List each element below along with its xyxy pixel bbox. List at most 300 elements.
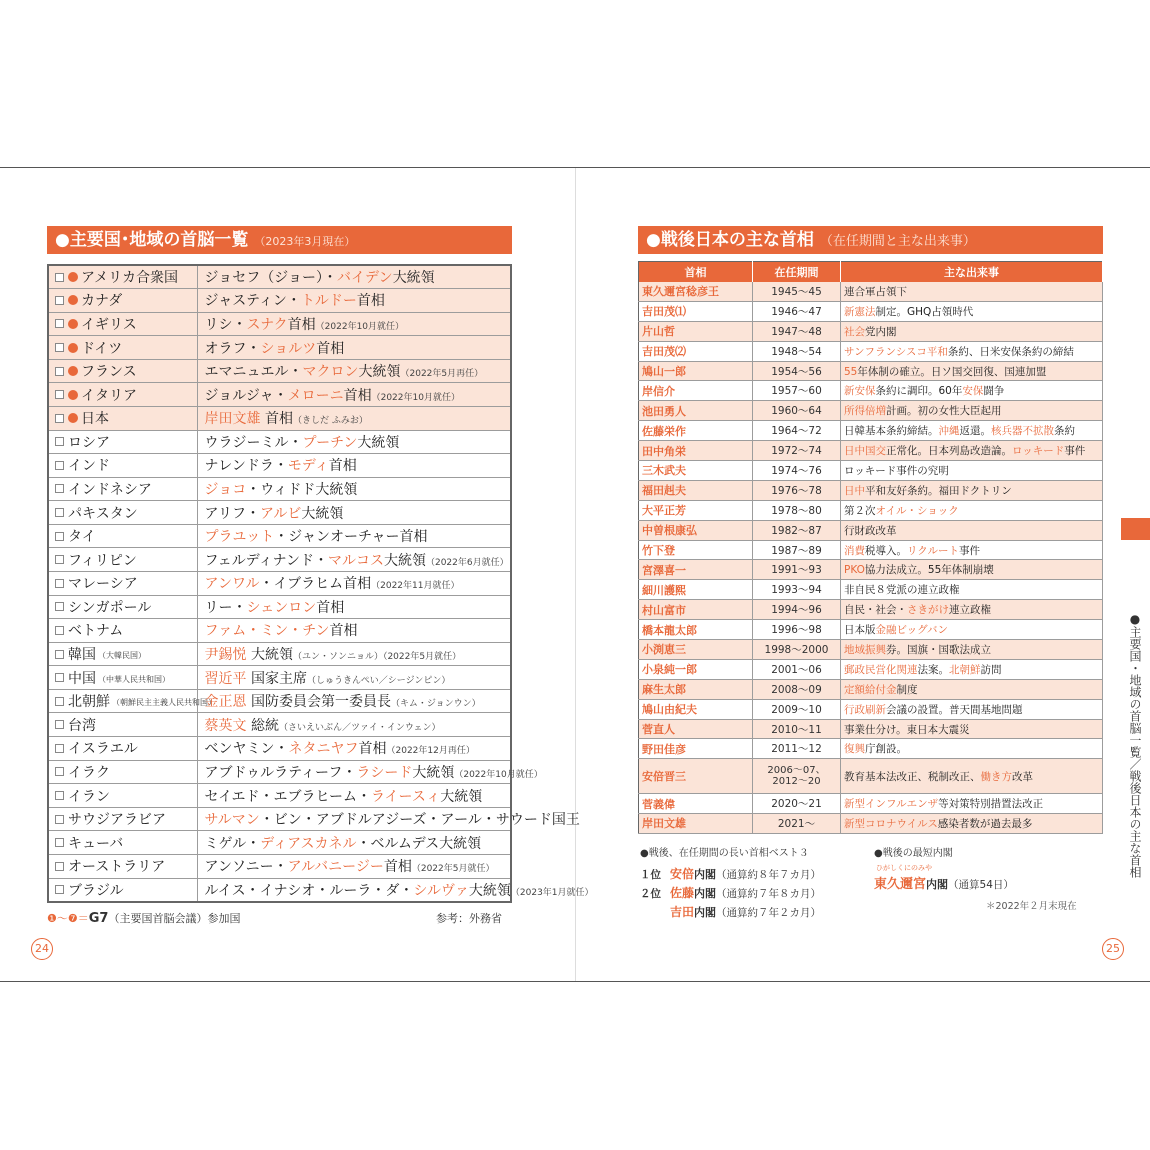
leader-title: 大統領 xyxy=(392,270,435,287)
leader-name-pre: ルイス・イナシオ・ルーラ・ダ・ xyxy=(204,882,414,899)
event-text: 税導入。 xyxy=(865,544,907,557)
leader-cell xyxy=(197,336,511,360)
leader-cell xyxy=(197,501,511,525)
pm-name: 橋本龍太郎 xyxy=(639,620,753,640)
event-text: 条約に調印。60年 xyxy=(875,385,963,398)
checkbox-icon[interactable] xyxy=(55,579,64,588)
pm-row xyxy=(639,321,1103,341)
country-cell xyxy=(48,359,197,383)
checkbox-icon[interactable] xyxy=(55,673,64,682)
pm-term: 1998～2000 xyxy=(753,640,841,660)
leader-name-pre: エマニュエル・ xyxy=(204,364,303,381)
pm-term: 2021～ xyxy=(753,813,841,833)
pm-name: 吉田茂⑴ xyxy=(639,301,753,321)
event-text: 感染者数が過去最多 xyxy=(937,817,1033,830)
leader-title: ・ウィドド大統領 xyxy=(246,481,358,498)
header-pm: 首相 xyxy=(639,262,753,282)
checkbox-icon[interactable] xyxy=(55,273,64,282)
pm-events xyxy=(841,520,1103,540)
shortest-cabinet: 内閣 xyxy=(926,878,949,891)
leader-note: （ユン・ソンニョル）（2022年5月就任） xyxy=(292,652,462,663)
tenure-note: （通算約８年７カ月） xyxy=(716,869,822,881)
country-name: フィリピン xyxy=(68,552,137,569)
pm-name: 吉田茂⑵ xyxy=(639,341,753,361)
country-cell xyxy=(48,477,197,501)
pm-term: 1957～60 xyxy=(753,381,841,401)
country-cell xyxy=(48,312,197,336)
leader-note: （2023年1月就任） xyxy=(510,887,594,898)
side-tab-text: ●主要国・地域の首脳一覧／戦後日本の主な首相 xyxy=(1128,612,1142,878)
pm-term: 1954～56 xyxy=(753,361,841,381)
country-name: サウジアラビア xyxy=(68,812,166,829)
checkbox-icon[interactable] xyxy=(55,767,64,776)
leader-note: （2022年10月就任） xyxy=(371,392,460,403)
leader-cell xyxy=(197,854,511,878)
country-name: ベトナム xyxy=(68,623,124,640)
country-name: 台湾 xyxy=(68,717,96,734)
event-text: 闘争 xyxy=(983,385,1005,398)
event-text: 制度 xyxy=(896,683,918,696)
pm-table-header xyxy=(639,262,1103,282)
pm-name: 麻生太郎 xyxy=(639,679,753,699)
leader-name-key: ネタニヤフ xyxy=(288,741,359,758)
pm-name: 東久邇宮稔彦王 xyxy=(639,282,753,302)
pm-term: 1974～76 xyxy=(753,461,841,481)
pm-events xyxy=(841,401,1103,421)
pm-row xyxy=(639,560,1103,580)
country-cell xyxy=(48,430,197,454)
leader-row xyxy=(48,336,511,360)
event-text: ロッキード事件の究明 xyxy=(844,464,949,477)
leader-name-key: 尹錫悦 xyxy=(204,647,247,664)
checkbox-icon[interactable] xyxy=(55,744,64,753)
leader-title: 首相 xyxy=(358,741,387,758)
leader-row xyxy=(48,524,511,548)
leader-row xyxy=(48,289,511,313)
leader-note: （きしだ ふみお） xyxy=(292,416,368,427)
pm-events xyxy=(841,813,1103,833)
checkbox-icon[interactable] xyxy=(55,296,64,305)
checkbox-icon[interactable] xyxy=(55,367,64,376)
checkbox-icon[interactable] xyxy=(55,720,64,729)
leader-name-key: バイデン xyxy=(336,270,393,287)
checkbox-icon[interactable] xyxy=(55,484,64,493)
side-tab xyxy=(1121,518,1150,540)
country-cell xyxy=(48,619,197,643)
g7-marker-icon xyxy=(68,272,78,282)
leader-name-pre: ジャスティン・ xyxy=(204,293,301,310)
event-text: 券。国旗・国歌法成立 xyxy=(886,643,991,656)
event-text: 非自民８党派の連立政権 xyxy=(844,584,960,597)
longest-tenure-row xyxy=(640,903,870,922)
pm-term: 1996～98 xyxy=(753,620,841,640)
pm-term: 1978～80 xyxy=(753,500,841,520)
leader-name-key: 金正恩 xyxy=(204,694,247,711)
tenure-note: （通算約７年８カ月） xyxy=(716,888,822,900)
leader-row xyxy=(48,878,511,902)
pm-name: 大平正芳 xyxy=(639,500,753,520)
pm-term: 1948～54 xyxy=(753,341,841,361)
leader-note: （2022年5月就任） xyxy=(411,864,495,875)
pm-name: 菅義偉 xyxy=(639,794,753,814)
pm-row xyxy=(639,361,1103,381)
leader-name-key: サルマン xyxy=(204,812,260,829)
leader-name-key: モディ xyxy=(287,458,329,475)
country-name: カナダ xyxy=(81,293,123,310)
checkbox-icon[interactable] xyxy=(55,555,64,564)
country-name: 日本 xyxy=(81,411,109,428)
pm-row xyxy=(639,301,1103,321)
pm-row xyxy=(639,540,1103,560)
country-name: 中国 xyxy=(68,670,96,687)
checkbox-icon[interactable] xyxy=(55,437,64,446)
event-text: 教育基本法改正、税制改正、 xyxy=(844,770,981,783)
pm-short-name: 佐藤 xyxy=(670,886,695,900)
leader-name-key: メローニ xyxy=(287,387,344,404)
pm-name: 岸田文雄 xyxy=(639,813,753,833)
cabinet-label: 内閣 xyxy=(694,868,717,881)
shortest-note: （通算54日） xyxy=(948,879,1014,891)
pm-row xyxy=(639,441,1103,461)
leader-cell xyxy=(197,689,511,713)
event-text: 会議の設置。普天間基地問題 xyxy=(886,703,1023,716)
leader-name-key: ラシード xyxy=(356,764,413,781)
leader-title: ・ベルムデス大統領 xyxy=(356,835,482,852)
checkbox-icon[interactable] xyxy=(55,461,64,470)
leader-note: （2022年11月就任） xyxy=(371,581,460,592)
left-subtitle: （2023年3月現在） xyxy=(254,235,356,248)
event-text: 事業仕分け。東日本大震災 xyxy=(844,723,970,736)
leader-name-pre: ナレンドラ・ xyxy=(204,458,288,475)
pm-row xyxy=(639,282,1103,302)
leader-title: ・ジャンオーチャー首相 xyxy=(274,529,428,546)
pm-term: 2001～06 xyxy=(753,659,841,679)
pm-row xyxy=(639,520,1103,540)
pm-term: 1964～72 xyxy=(753,421,841,441)
pm-events xyxy=(841,679,1103,699)
leader-note: （2022年10月就任） xyxy=(454,769,543,780)
country-name: 北朝鮮 xyxy=(68,694,110,711)
country-note: （大韓民国） xyxy=(98,651,146,661)
prime-ministers-table xyxy=(638,261,1103,834)
leader-title: 首相 xyxy=(316,599,345,616)
pm-row xyxy=(639,421,1103,441)
event-text: 新型インフルエンザ xyxy=(844,798,939,810)
pm-row xyxy=(639,699,1103,719)
leader-cell xyxy=(197,477,511,501)
event-text: ロッキード xyxy=(1012,445,1065,458)
pm-events xyxy=(841,620,1103,640)
pm-name: 池田勇人 xyxy=(639,401,753,421)
event-text: 沖縄 xyxy=(938,425,960,438)
page-gutter xyxy=(575,168,576,981)
leader-name-key: アルバニージー xyxy=(287,859,384,876)
leader-name-pre: アリフ・ xyxy=(204,505,260,522)
leader-name-pre: ベンヤミン・ xyxy=(204,741,289,758)
checkbox-icon[interactable] xyxy=(55,697,64,706)
pm-name: 三木武夫 xyxy=(639,461,753,481)
country-note: （朝鮮民主主義人民共和国） xyxy=(112,698,216,708)
pm-row xyxy=(639,794,1103,814)
pm-events xyxy=(841,361,1103,381)
pm-term: 1972～74 xyxy=(753,441,841,461)
pm-term: 1982～87 xyxy=(753,520,841,540)
leader-row xyxy=(48,854,511,878)
book-spread xyxy=(0,167,1150,982)
event-text: 平和友好条約。福田ドクトリン xyxy=(865,484,1012,497)
country-name: イラン xyxy=(68,788,110,805)
country-cell xyxy=(48,289,197,313)
leader-cell xyxy=(197,784,511,808)
leader-cell xyxy=(197,430,511,454)
event-text: 行政刷新 xyxy=(844,703,886,716)
event-text: 行財政改革 xyxy=(844,524,897,537)
checkbox-icon[interactable] xyxy=(55,343,64,352)
event-text: 働き方 xyxy=(980,770,1012,783)
pm-row xyxy=(639,341,1103,361)
event-text: 新憲法 xyxy=(844,305,876,318)
country-name: キューバ xyxy=(68,835,124,852)
country-name: アメリカ合衆国 xyxy=(81,270,179,287)
pm-events xyxy=(841,381,1103,401)
leader-row xyxy=(48,689,511,713)
pm-row xyxy=(639,580,1103,600)
as-of-note: ＊2022年２月末現在 xyxy=(986,901,1077,912)
country-name: インドネシア xyxy=(68,481,152,498)
leader-name-pre: ウラジーミル・ xyxy=(204,434,303,451)
pm-name: 小渕恵三 xyxy=(639,640,753,660)
leader-name-key: スナク xyxy=(246,316,288,333)
pm-events xyxy=(841,759,1103,794)
leader-note: （さいえいぶん／ツァイ・インウェン） xyxy=(278,722,441,733)
pm-term: 1994～96 xyxy=(753,600,841,620)
event-text: 条約、日米安保条約の締結 xyxy=(947,345,1074,358)
pm-row xyxy=(639,461,1103,481)
leader-cell xyxy=(197,713,511,737)
checkbox-icon[interactable] xyxy=(55,862,64,871)
event-text: 党内閣 xyxy=(865,325,897,338)
pm-term: 1960～64 xyxy=(753,401,841,421)
leader-name-key: 蔡英文 xyxy=(204,717,247,734)
leader-title: 大統領 xyxy=(383,552,426,569)
g7-footnote-label: G7 xyxy=(88,911,109,926)
event-text: 新型コロナウイルス xyxy=(844,817,938,830)
country-cell xyxy=(48,524,197,548)
pm-events xyxy=(841,282,1103,302)
pm-name: 岸信介 xyxy=(639,381,753,401)
leader-name-key: アルビ xyxy=(259,505,302,522)
checkbox-icon[interactable] xyxy=(55,885,64,894)
leader-name-pre: アブドゥルラティーフ・ xyxy=(204,764,357,781)
event-text: 核兵器不拡散 xyxy=(991,425,1054,438)
g7-marker-icon xyxy=(68,390,78,400)
event-text: リクルート xyxy=(907,544,959,557)
leader-name-key: 岸田文雄 xyxy=(204,411,261,428)
country-cell xyxy=(48,831,197,855)
leader-cell xyxy=(197,406,511,430)
leader-note: （2022年5月再任） xyxy=(400,369,484,380)
checkbox-icon[interactable] xyxy=(55,815,64,824)
leader-name-pre: リシ・ xyxy=(204,316,247,333)
leader-cell xyxy=(197,524,511,548)
leader-cell xyxy=(197,737,511,761)
page-number-left: 24 xyxy=(31,938,53,960)
checkbox-icon[interactable] xyxy=(55,390,64,399)
leader-title: 首相 xyxy=(316,340,345,357)
pm-events xyxy=(841,500,1103,520)
country-cell xyxy=(48,737,197,761)
leader-title: 首相 xyxy=(328,458,357,475)
leader-title: 大統領 xyxy=(357,434,400,451)
leader-row xyxy=(48,477,511,501)
pm-name: 佐藤栄作 xyxy=(639,421,753,441)
pm-events xyxy=(841,794,1103,814)
pm-term: 1976～78 xyxy=(753,480,841,500)
checkbox-icon[interactable] xyxy=(55,626,64,635)
country-cell xyxy=(48,689,216,713)
checkbox-icon[interactable] xyxy=(55,650,64,659)
leader-title: 国防委員会第一委員長 xyxy=(246,694,391,711)
leader-cell xyxy=(197,666,511,690)
event-text: 金融ビッグバン xyxy=(875,624,948,637)
event-text: 北朝鮮 xyxy=(949,663,981,676)
leader-name-key: 習近平 xyxy=(204,670,247,687)
pm-row xyxy=(639,480,1103,500)
country-cell xyxy=(48,383,197,407)
pm-term: 2008～09 xyxy=(753,679,841,699)
pm-name: 田中角栄 xyxy=(639,441,753,461)
pm-term: 2009～10 xyxy=(753,699,841,719)
pm-name: 竹下登 xyxy=(639,540,753,560)
country-name: ブラジル xyxy=(68,882,124,899)
pm-events xyxy=(841,560,1103,580)
pm-events xyxy=(841,421,1103,441)
country-cell xyxy=(48,760,197,784)
leader-name-pre: オラフ・ xyxy=(204,340,261,357)
leader-title: 大統領 xyxy=(358,364,401,381)
country-cell xyxy=(48,572,197,596)
shortest-cabinet-box xyxy=(874,844,1094,892)
longest-tenure-title: ●戦後、在任期間の長い首相ベスト３ xyxy=(640,848,809,859)
checkbox-icon[interactable] xyxy=(55,319,64,328)
country-name: インド xyxy=(68,458,110,475)
country-name: タイ xyxy=(68,529,96,546)
leader-row xyxy=(48,666,511,690)
leader-name-pre: ジョセフ（ジョー）・ xyxy=(204,270,337,287)
checkbox-icon[interactable] xyxy=(55,532,64,541)
checkbox-icon[interactable] xyxy=(55,414,64,423)
leader-row xyxy=(48,406,511,430)
event-text: オイル・ショック xyxy=(875,504,959,517)
leader-cell xyxy=(197,454,511,478)
country-cell xyxy=(48,406,197,430)
g7-marker-icon xyxy=(68,319,78,329)
pm-row xyxy=(639,620,1103,640)
leader-title: ・ビン・アブドルアジーズ・アール・サウード国王 xyxy=(259,812,580,829)
leader-name-key: ファム・ミン・チン xyxy=(204,623,330,640)
rank: ２位 xyxy=(640,888,661,900)
country-name: フランス xyxy=(81,364,137,381)
pm-name: 中曽根康弘 xyxy=(639,520,753,540)
checkbox-icon[interactable] xyxy=(55,602,64,611)
leader-cell xyxy=(197,807,580,831)
country-name: イラク xyxy=(68,764,110,781)
checkbox-icon[interactable] xyxy=(55,508,64,517)
leader-row xyxy=(48,760,511,784)
checkbox-icon[interactable] xyxy=(55,791,64,800)
event-text: 年体制の確立。日ソ国交回復、国連加盟 xyxy=(857,365,1047,378)
country-cell xyxy=(48,666,197,690)
leader-cell xyxy=(197,359,511,383)
longest-tenure-row xyxy=(640,884,870,903)
pm-events xyxy=(841,699,1103,719)
country-cell xyxy=(48,854,197,878)
leader-title: 首相 xyxy=(260,411,293,428)
event-text: PKO xyxy=(844,564,865,577)
country-cell xyxy=(48,501,197,525)
leader-name-pre: アンソニー・ xyxy=(204,859,288,876)
leader-cell xyxy=(197,642,511,666)
pm-row xyxy=(639,401,1103,421)
leader-name-key: トルドー xyxy=(300,293,357,310)
country-name: イタリア xyxy=(81,387,137,404)
pm-name: 安倍晋三 xyxy=(639,759,753,794)
event-text: 社会 xyxy=(844,325,865,338)
event-text: 等対策特別措置法改正 xyxy=(938,798,1044,810)
event-text: 訪問 xyxy=(980,663,1002,676)
country-cell xyxy=(48,878,197,902)
leader-name-pre: ミゲル・ xyxy=(204,835,261,852)
country-cell xyxy=(48,336,197,360)
pm-name: 細川護熙 xyxy=(639,580,753,600)
tenure-note: （通算約７年２カ月） xyxy=(716,907,822,919)
right-title-text: ●戦後日本の主な首相 xyxy=(646,230,814,250)
event-text: 55 xyxy=(844,365,858,378)
event-text: 正常化。日本列島改造論。 xyxy=(886,445,1012,458)
source-note: 参考：外務省 xyxy=(436,912,502,925)
pm-term: 1947～48 xyxy=(753,321,841,341)
leader-row xyxy=(48,595,511,619)
leader-note: （2022年10月就任） xyxy=(315,321,405,332)
pm-term: 1945～45 xyxy=(753,282,841,302)
leader-name-key: ライースィ xyxy=(370,788,441,805)
left-title-text: ●主要国･地域の首脳一覧 xyxy=(55,230,249,250)
event-text: 新安保 xyxy=(844,385,876,398)
event-text: 計画。初の女性大臣起用 xyxy=(886,405,1002,418)
leader-name-pre: ジョルジャ・ xyxy=(204,387,288,404)
pm-row xyxy=(639,640,1103,660)
country-name: パキスタン xyxy=(68,505,138,522)
pm-name: 宮澤喜一 xyxy=(639,560,753,580)
event-text: 安保 xyxy=(962,385,984,398)
leader-title: 首相 xyxy=(329,623,358,640)
shortest-ruby: ひがしくにのみや xyxy=(876,864,932,872)
longest-tenure-row xyxy=(640,865,870,884)
pm-events xyxy=(841,739,1103,759)
header-term: 在任期間 xyxy=(753,262,841,282)
leader-title: ・イブラヒム首相 xyxy=(259,576,372,593)
event-text: 条約 xyxy=(1054,425,1075,438)
leader-row xyxy=(48,784,511,808)
pm-name: 福田赳夫 xyxy=(639,480,753,500)
pm-events xyxy=(841,540,1103,560)
country-name: ロシア xyxy=(68,434,110,451)
leader-name-key: ディアスカネル xyxy=(260,835,357,852)
leader-name-key: マルコス xyxy=(327,552,384,569)
event-text: 日本版 xyxy=(844,624,876,637)
pm-name: 鳩山由紀夫 xyxy=(639,699,753,719)
checkbox-icon[interactable] xyxy=(55,838,64,847)
